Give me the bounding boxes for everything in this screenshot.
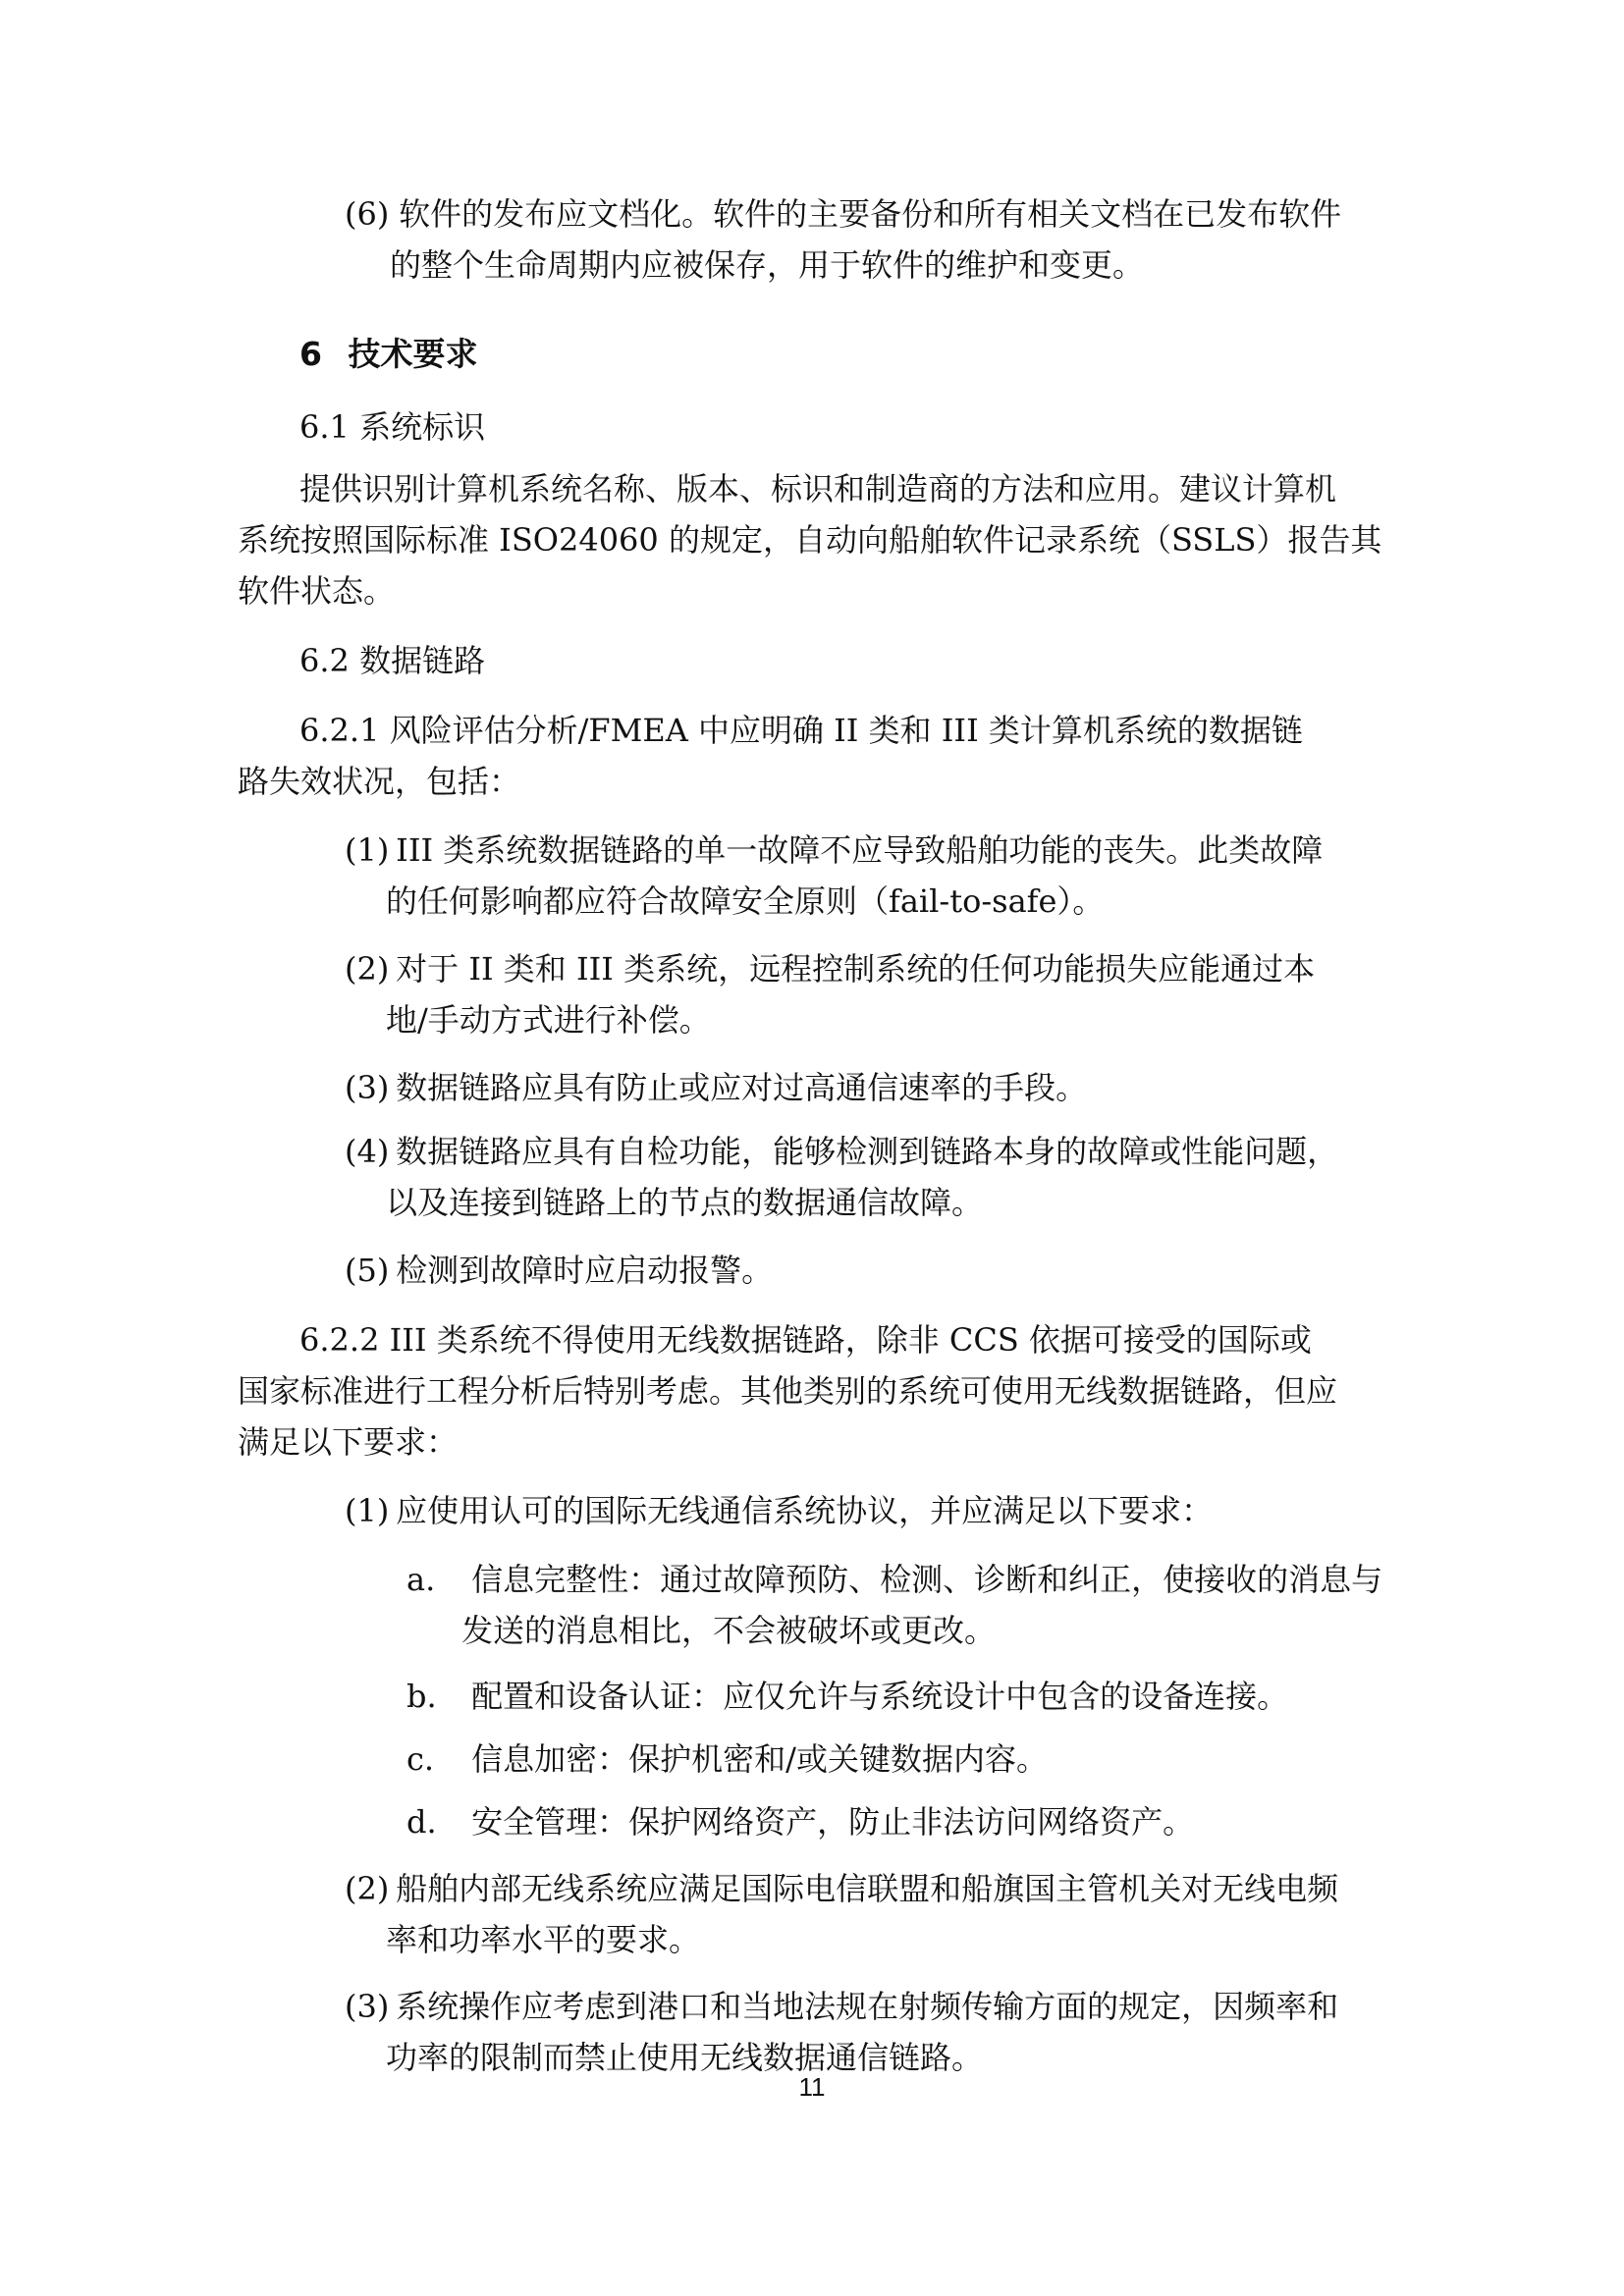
list-item-text: 应使用认可的国际无线通信系统协议，并应满足以下要求： <box>396 1492 1214 1529</box>
list-item <box>345 1981 1338 2032</box>
list-marker: (2) <box>345 1870 390 1907</box>
list-marker: (3) <box>345 1988 390 2025</box>
list-item-text: 数据链路应具有防止或应对过高通信速率的手段。 <box>396 1069 1088 1106</box>
paragraph-6-1-line: 软件状态。 <box>238 572 396 610</box>
list-item-text: 检测到故障时应启动报警。 <box>396 1252 774 1289</box>
list-item-text: III 类系统数据链路的单一故障不应导致船舶功能的丧失。此类故障 <box>396 831 1324 869</box>
clause-6-2-2-line: 满足以下要求： <box>238 1423 459 1461</box>
section-number: 6 <box>299 335 322 373</box>
list-item-6 <box>345 188 1341 240</box>
list-marker: (1) <box>345 831 390 869</box>
list-item-cont: 的任何影响都应符合故障安全原则（fail-to-safe）。 <box>386 882 1105 920</box>
sub-list-item <box>406 1796 1194 1847</box>
sub-list-marker: a. <box>406 1561 436 1598</box>
sub-list-item <box>406 1734 1048 1785</box>
sub-list-marker: b. <box>406 1678 437 1715</box>
list-marker: (2) <box>345 950 390 988</box>
list-item <box>345 1485 1213 1536</box>
sub-list-item <box>406 1554 1382 1605</box>
list-marker: (6) <box>345 195 390 233</box>
list-item <box>345 1062 1087 1113</box>
sub-list-item <box>406 1671 1288 1722</box>
clause-6-2-1-line: 6.2.1 风险评估分析/FMEA 中应明确 II 类和 III 类计算机系统的数据链 <box>299 712 1303 749</box>
sub-list-item-text: 信息加密：保护机密和/或关键数据内容。 <box>471 1740 1048 1778</box>
clause-6-2-2-line: 国家标准进行工程分析后特别考虑。其他类别的系统可使用无线数据链路，但应 <box>238 1372 1338 1410</box>
list-marker: (1) <box>345 1492 390 1529</box>
clause-6-2-1-line: 路失效状况，包括： <box>238 763 521 800</box>
list-item <box>345 825 1323 876</box>
list-marker: (3) <box>345 1069 390 1106</box>
list-item <box>345 1245 773 1296</box>
page-number: 11 <box>798 2072 826 2102</box>
list-item-text: 软件的发布应文档化。软件的主要备份和所有相关文档在已发布软件 <box>399 195 1342 233</box>
list-item-cont: 功率的限制而禁止使用无线数据通信链路。 <box>386 2039 984 2076</box>
clause-6-2-2-line: 6.2.2 III 类系统不得使用无线数据链路，除非 CCS 依据可接受的国际或 <box>299 1321 1312 1359</box>
list-item-text: 系统操作应考虑到港口和当地法规在射频传输方面的规定，因频率和 <box>396 1988 1339 2025</box>
sub-list-marker: d. <box>406 1803 437 1841</box>
list-marker: (4) <box>345 1133 390 1170</box>
sub-list-item-cont: 发送的消息相比，不会被破坏或更改。 <box>461 1612 997 1649</box>
list-item <box>345 1863 1338 1914</box>
list-item-text: 数据链路应具有自检功能，能够检测到链路本身的故障或性能问题， <box>396 1133 1339 1170</box>
list-item-cont: 率和功率水平的要求。 <box>386 1921 701 1958</box>
list-item <box>345 1126 1338 1177</box>
list-item-cont: 以及连接到链路上的节点的数据通信故障。 <box>386 1184 984 1221</box>
sub-list-item-text: 信息完整性：通过故障预防、检测、诊断和纠正，使接收的消息与 <box>471 1561 1383 1598</box>
sub-list-item-text: 配置和设备认证：应仅允许与系统设计中包含的设备连接。 <box>471 1678 1289 1715</box>
section-heading-6 <box>299 329 478 380</box>
sub-list-marker: c. <box>406 1740 435 1778</box>
paragraph-6-1-line: 提供识别计算机系统名称、版本、标识和制造商的方法和应用。建议计算机 <box>299 470 1337 507</box>
list-item-text: 对于 II 类和 III 类系统，远程控制系统的任何功能损失应能通过本 <box>396 950 1316 988</box>
subsection-heading-6-1: 6.1 系统标识 <box>299 408 486 446</box>
section-title: 技术要求 <box>348 335 478 373</box>
list-item-text: 船舶内部无线系统应满足国际电信联盟和船旗国主管机关对无线电频 <box>396 1870 1339 1907</box>
paragraph-6-1-line: 系统按照国际标准 ISO24060 的规定，自动向船舶软件记录系统（SSLS）报告其 <box>238 521 1382 559</box>
list-item-cont: 地/手动方式进行补偿。 <box>386 1001 711 1039</box>
sub-list-item-text: 安全管理：保护网络资产，防止非法访问网络资产。 <box>471 1803 1195 1841</box>
subsection-heading-6-2: 6.2 数据链路 <box>299 642 486 679</box>
list-marker: (5) <box>345 1252 390 1289</box>
list-item-6-cont: 的整个生命周期内应被保存，用于软件的维护和变更。 <box>390 246 1145 284</box>
list-item <box>345 943 1315 994</box>
